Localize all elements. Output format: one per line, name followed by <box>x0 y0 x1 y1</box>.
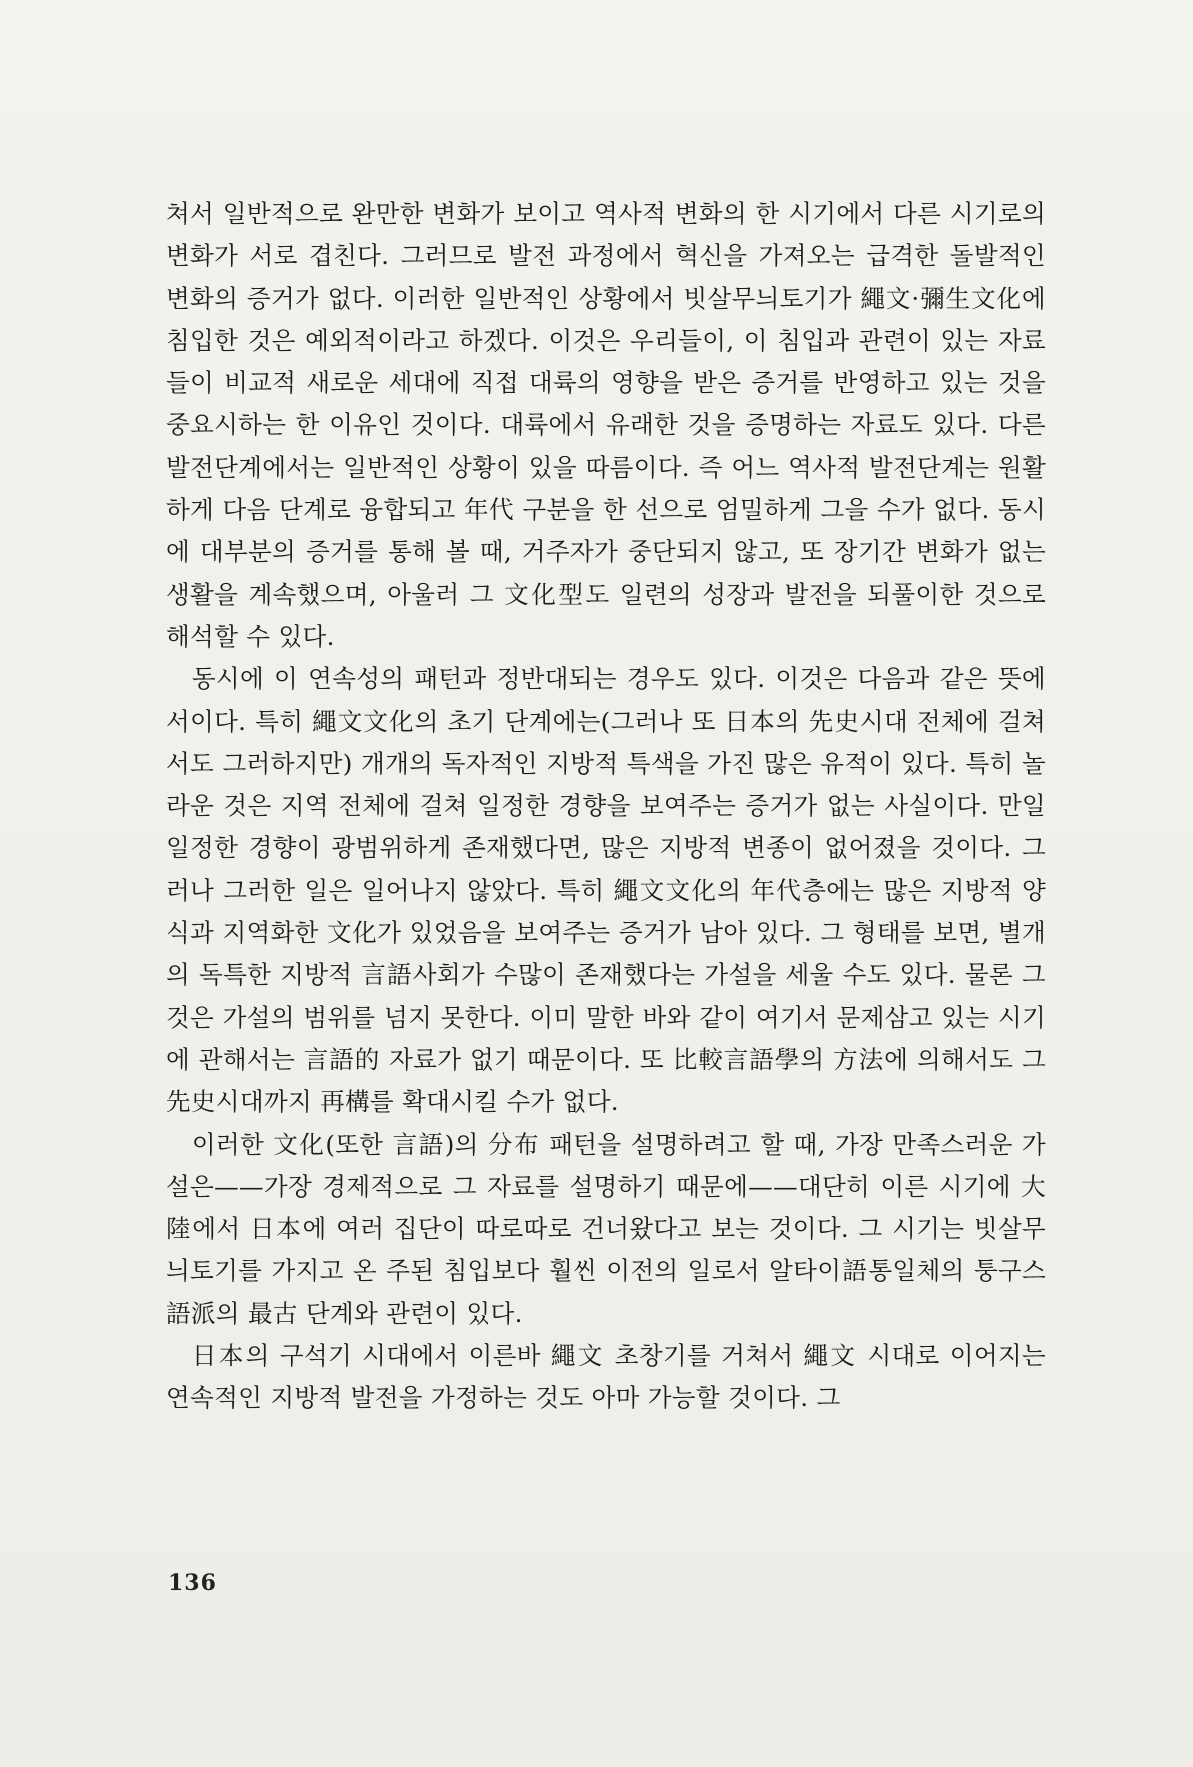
paragraph-1: 쳐서 일반적으로 완만한 변화가 보이고 역사적 변화의 한 시기에서 다른 시기로의 변화가 서로 겹친다. 그러므로 발전 과정에서 혁신을 가져오는 급격한 돌발적인 변화의 증거가 없다. 이러한 일반적인 상황에서 빗살무늬토기가 繩文·彌生文化에 침입한 것은 예외적이라고 하겠다. 이것은 우리들이, 이 침입과 관련이 있는 자료들이 비교적 새로운 세대에 직접 대륙의 영향을 받은 증거를 반영하고 있는 것을 중요시하는 한 이유인 것이다. 대륙에서 유래한 것을 증명하는 자료도 있다. 다른 발전단계에서는 일반적인 상황이 있을 따름이다. 즉 어느 역사적 발전단계는 원활하게 다음 단계로 융합되고 年代 구분을 한 선으로 엄밀하게 그을 수가 없다. 동시에 대부분의 증거를 통해 볼 때, 거주자가 중단되지 않고, 또 장기간 변화가 없는 생활을 계속했으며, 아울러 그 文化型도 일련의 성장과 발전을 되풀이한 것으로 해석할 수 있다. <box>166 199 1046 651</box>
paragraph-2: 동시에 이 연속성의 패턴과 정반대되는 경우도 있다. 이것은 다음과 같은 뜻에서이다. 특히 繩文文化의 초기 단계에는(그러나 또 日本의 先史시대 전체에 걸쳐서도 그러하지만) 개개의 독자적인 지방적 특색을 가진 많은 유적이 있다. 특히 놀라운 것은 지역 전체에 걸쳐 일정한 경향을 보여주는 증거가 없는 사실이다. 만일 일정한 경향이 광범위하게 존재했다면, 많은 지방적 변종이 없어졌을 것이다. 그러나 그러한 일은 일어나지 않았다. 특히 繩文文化의 年代층에는 많은 지방적 양식과 지역화한 文化가 있었음을 보여주는 증거가 남아 있다. 그 형태를 보면, 별개의 독특한 지방적 言語사회가 수많이 존재했다는 가설을 세울 수도 있다. 물론 그것은 가설의 범위를 넘지 못한다. 이미 말한 바와 같이 여기서 문제삼고 있는 시기에 관해서는 言語的 자료가 없기 때문이다. 또 比較言語學의 方法에 의해서도 그 先史시대까지 再構를 확대시킬 수가 없다. <box>166 664 1046 1117</box>
paragraph-4: 日本의 구석기 시대에서 이른바 繩文 초창기를 거쳐서 繩文 시대로 이어지는 연속적인 지방적 발전을 가정하는 것도 아마 가능할 것이다. 그 <box>166 1341 1046 1413</box>
body-text <box>166 193 1046 1420</box>
page-number: 136 <box>168 1570 217 1596</box>
paragraph-3: 이러한 文化(또한 言語)의 分布 패턴을 설명하려고 할 때, 가장 만족스러운 가설은——가장 경제적으로 그 자료를 설명하기 때문에——대단히 이른 시기에 大陸에서 日本에 여러 집단이 따로따로 건너왔다고 보는 것이다. 그 시기는 빗살무늬토기를 가지고 온 주된 침입보다 훨씬 이전의 일로서 알타이語통일체의 퉁구스語派의 最古 단계와 관련이 있다. <box>166 1129 1046 1328</box>
